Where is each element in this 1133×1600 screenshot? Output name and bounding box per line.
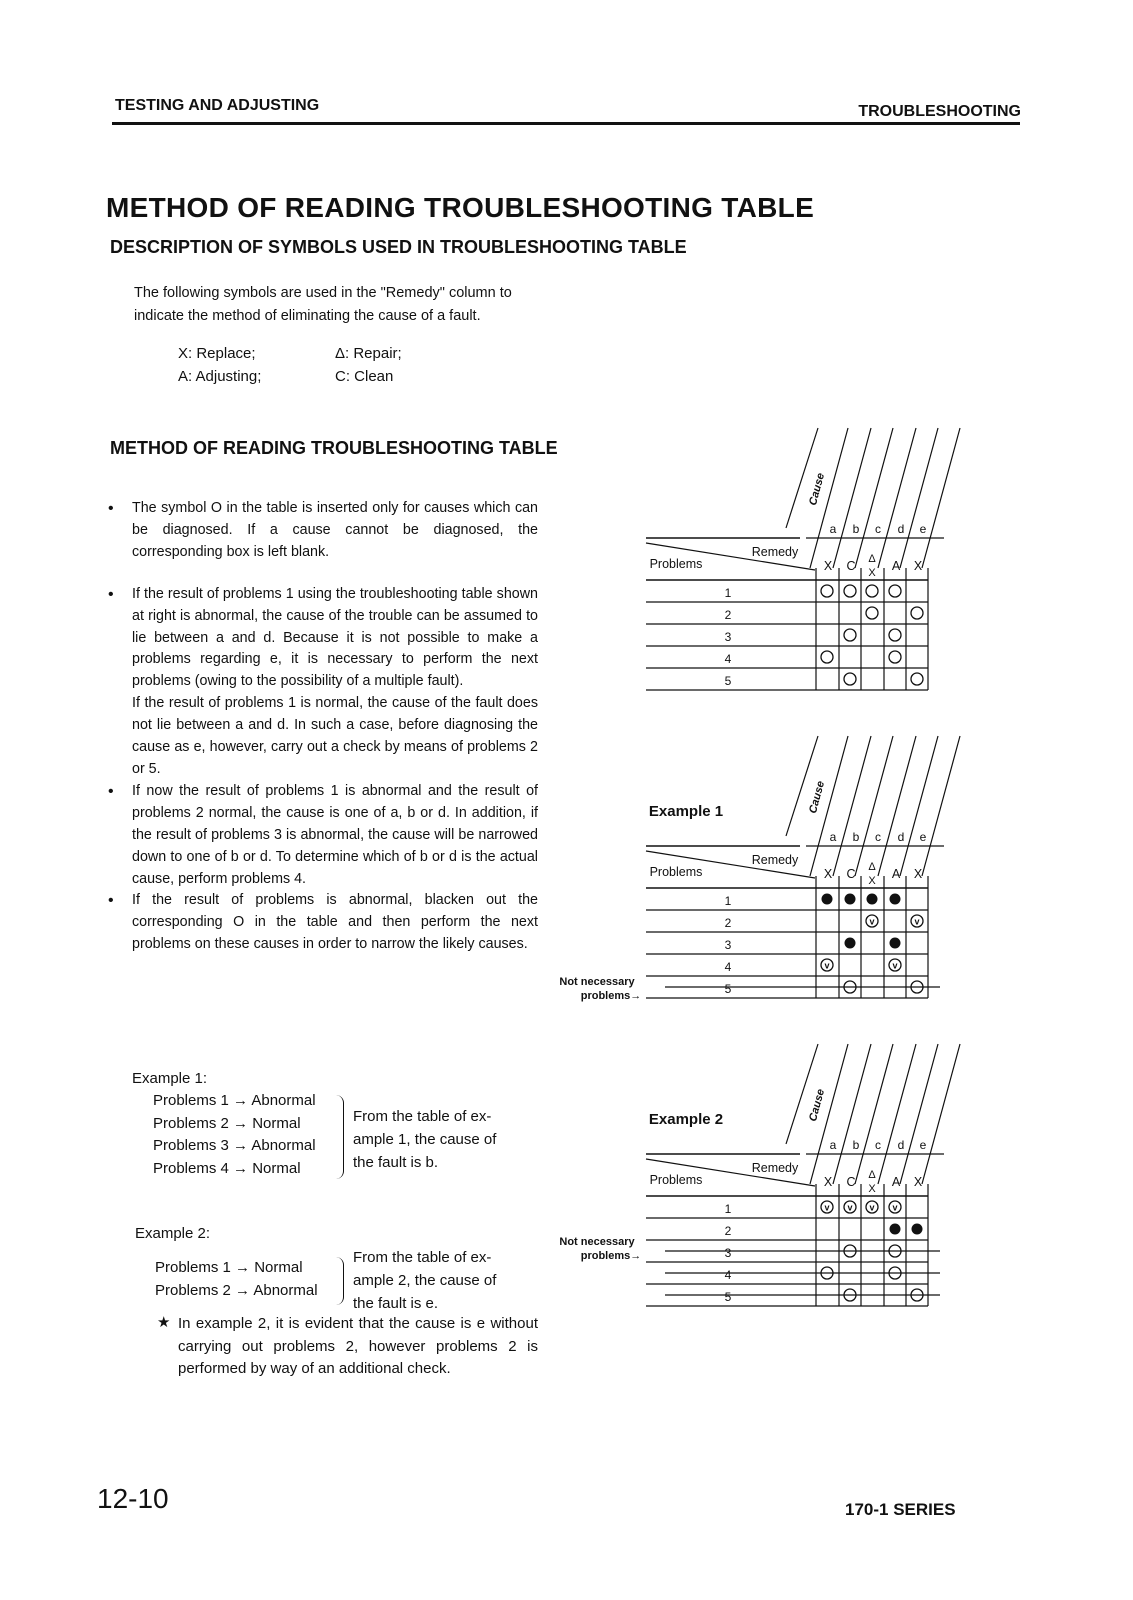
- cause-letter-d: d: [897, 830, 905, 844]
- remedy-symbol: C: [846, 867, 856, 881]
- open-circle-mark: [844, 629, 856, 641]
- open-circle-mark: [889, 629, 901, 641]
- column-slant: [852, 428, 893, 568]
- problem-number-5: 5: [724, 982, 732, 996]
- remedy-symbol: X: [913, 1175, 923, 1189]
- header-section-title: TESTING AND ADJUSTING: [115, 97, 320, 114]
- example2-conclusion-line: From the table of ex-: [353, 1249, 492, 1266]
- example2-note: In example 2, it is evident that the cause is e without carrying out problems 2, however problems 2 is performed by way of an additional check.: [178, 1315, 538, 1377]
- problem-number-3: 3: [724, 630, 732, 644]
- problem-number-1: 1: [724, 894, 732, 908]
- remedy-symbol: X: [823, 1175, 833, 1189]
- problem-number-1: 1: [724, 1202, 732, 1216]
- not-necessary-label: problems→: [580, 990, 642, 1002]
- symbol-adjusting: A: Adjusting;: [178, 368, 262, 385]
- cause-letter-e: e: [919, 830, 927, 844]
- example2-conclusion-line: the fault is e.: [353, 1295, 439, 1312]
- open-circle-mark: [866, 585, 878, 597]
- filled-circle-mark: [845, 894, 856, 905]
- open-circle-mark: [844, 673, 856, 685]
- check-mark-text: v: [824, 960, 830, 971]
- cause-letter-d: d: [897, 522, 905, 536]
- column-slant: [878, 736, 916, 876]
- remedy-symbol: A: [891, 867, 901, 881]
- open-circle-mark: [821, 585, 833, 597]
- column-slant: [919, 736, 960, 876]
- remedy-symbol: X: [823, 867, 833, 881]
- example-label: Example 2: [648, 1111, 724, 1128]
- star-icon: ★: [157, 1314, 171, 1331]
- example1-line: Problems 3 → Abnormal: [153, 1137, 316, 1154]
- problem-number-5: 5: [724, 1290, 732, 1304]
- problem-number-4: 4: [724, 960, 732, 974]
- remedy-label: Remedy: [751, 1161, 799, 1175]
- remedy-symbol: X: [913, 867, 923, 881]
- problem-number-2: 2: [724, 608, 732, 622]
- cause-letter-b: b: [852, 830, 860, 844]
- column-slant: [852, 736, 893, 876]
- cause-letter-b: b: [852, 1138, 860, 1152]
- cause-letter-e: e: [919, 522, 927, 536]
- filled-circle-mark: [890, 938, 901, 949]
- column-slant: [897, 1044, 938, 1184]
- remedy-symbol: X: [868, 875, 876, 887]
- cause-letter-c: c: [875, 830, 881, 844]
- example1-line: Problems 2 → Normal: [153, 1114, 301, 1132]
- problem-number-3: 3: [724, 1246, 732, 1260]
- check-mark-text: v: [869, 916, 875, 927]
- bullet-item: • The symbol O in the table is inserted only for causes which can be diagnosed. If a cause cannot be diagnosed, the corresponding box is left blank.: [108, 498, 538, 564]
- intro-paragraph: The following symbols are used in the "Remedy" column to indicate the method of eliminating the cause of a fault.: [134, 285, 512, 324]
- example2-conclusion-line: ample 2, the cause of: [353, 1272, 497, 1289]
- symbol-repair: Δ: Repair;: [335, 345, 402, 362]
- filled-circle-mark: [867, 894, 878, 905]
- check-mark-text: v: [869, 1202, 875, 1213]
- page-title: METHOD OF READING TROUBLESHOOTING TABLE: [106, 192, 815, 223]
- bullet-item: • If the result of problems is abnormal, blacken out the corresponding O in the table and then perform the next problems on these causes in order to narrow the likely causes.: [108, 890, 538, 956]
- remedy-symbol: C: [846, 559, 856, 573]
- bullet-item: • If now the result of problems 1 is abnormal and the result of problems 2 normal, the cause is one of a, b or d. In addition, if the result of problems 3 is abnormal, the cause will be narrowed down to one of b or d. To determine which of b or d is the actual cause, perform problems 4.: [108, 781, 538, 891]
- remedy-label: Remedy: [751, 853, 799, 867]
- example2-line: Problems 2 → Abnormal: [155, 1281, 318, 1299]
- example1-line: Problems 1 → Abnormal: [153, 1092, 316, 1109]
- open-circle-mark: [844, 585, 856, 597]
- example1-conclusion-line: ample 1, the cause of: [353, 1131, 497, 1148]
- remedy-symbol: C: [846, 1175, 856, 1189]
- remedy-symbol: X: [868, 567, 876, 579]
- cause-letter-a: a: [829, 522, 837, 536]
- cause-label: Cause: [807, 779, 828, 815]
- problems-label: Problems: [649, 1173, 703, 1187]
- column-slant: [833, 428, 871, 568]
- filled-circle-mark: [822, 894, 833, 905]
- bullet-item: • If the result of problems 1 using the troubleshooting table shown at right is abnormal, the cause of the trouble can be assumed to lie between a and d. Because it is not possible to make a problems regarding e, it is necessary to perform the next problems (owing to the possibility of a multiple fault).: [108, 584, 538, 694]
- check-mark-text: v: [914, 916, 920, 927]
- open-circle-mark: [911, 673, 923, 685]
- series-label: 170-1 SERIES: [845, 1500, 956, 1519]
- remedy-symbol: Δ: [868, 861, 876, 873]
- example1-line: Problems 4 → Normal: [153, 1159, 301, 1177]
- not-necessary-label: Not necessary: [559, 1236, 635, 1248]
- cause-letter-b: b: [852, 522, 860, 536]
- check-mark-text: v: [892, 1202, 898, 1213]
- cause-letter-d: d: [897, 1138, 905, 1152]
- cause-letter-a: a: [829, 830, 837, 844]
- remedy-symbol: Δ: [868, 553, 876, 565]
- remedy-label: Remedy: [751, 545, 799, 559]
- example1-title: Example 1:: [132, 1070, 208, 1087]
- example-label: Example 1: [648, 803, 724, 820]
- problem-number-5: 5: [724, 674, 732, 688]
- open-circle-mark: [889, 585, 901, 597]
- symbol-replace: X: Replace;: [178, 345, 256, 362]
- check-mark-text: v: [892, 960, 898, 971]
- example1-conclusion-line: From the table of ex-: [353, 1108, 492, 1125]
- open-circle-mark: [821, 651, 833, 663]
- cause-label: Cause: [807, 1087, 828, 1123]
- problems-label: Problems: [649, 865, 703, 879]
- problem-number-2: 2: [724, 1224, 732, 1238]
- problems-label: Problems: [649, 557, 703, 571]
- page-number: 12-10: [97, 1483, 169, 1514]
- filled-circle-mark: [890, 1224, 901, 1235]
- remedy-symbol: X: [823, 559, 833, 573]
- problem-number-2: 2: [724, 916, 732, 930]
- column-slant: [897, 736, 938, 876]
- column-slant: [833, 1044, 871, 1184]
- not-necessary-label: problems→: [580, 1250, 642, 1262]
- remedy-symbol: A: [891, 559, 901, 573]
- cause-label: Cause: [807, 471, 828, 507]
- remedy-symbol: A: [891, 1175, 901, 1189]
- example2-title: Example 2:: [135, 1225, 211, 1242]
- open-circle-mark: [866, 607, 878, 619]
- symbol-clean: C: Clean: [335, 368, 394, 385]
- problem-number-4: 4: [724, 652, 732, 666]
- cause-letter-e: e: [919, 1138, 927, 1152]
- header-chapter-title: TROUBLESHOOTING: [858, 103, 1021, 120]
- cause-letter-c: c: [875, 1138, 881, 1152]
- column-slant: [833, 736, 871, 876]
- problem-number-1: 1: [724, 586, 732, 600]
- open-circle-mark: [911, 607, 923, 619]
- example2-line: Problems 1 → Normal: [155, 1259, 303, 1276]
- open-circle-mark: [889, 651, 901, 663]
- tables-group: [559, 428, 960, 1306]
- filled-circle-mark: [912, 1224, 923, 1235]
- remedy-symbol: Δ: [868, 1169, 876, 1181]
- column-slant: [897, 428, 938, 568]
- problem-number-4: 4: [724, 1268, 732, 1282]
- not-necessary-label: Not necessary: [559, 976, 635, 988]
- cause-letter-a: a: [829, 1138, 837, 1152]
- problem-number-3: 3: [724, 938, 732, 952]
- section-title: METHOD OF READING TROUBLESHOOTING TABLE: [110, 438, 558, 458]
- column-slant: [878, 428, 916, 568]
- remedy-symbol: X: [913, 559, 923, 573]
- page-subtitle: DESCRIPTION OF SYMBOLS USED IN TROUBLESHOOTING TABLE: [110, 237, 687, 257]
- check-mark-text: v: [847, 1202, 853, 1213]
- filled-circle-mark: [890, 894, 901, 905]
- remedy-symbol: X: [868, 1183, 876, 1195]
- filled-circle-mark: [845, 938, 856, 949]
- check-mark-text: v: [824, 1202, 830, 1213]
- bullet-continuation: If the result of problems 1 is normal, the cause of the fault does not lie between a and d. In such a case, before diagnosing the cause as e, however, carry out a check by means of problems 2 or 5.: [132, 695, 538, 777]
- example1-conclusion-line: the fault is b.: [353, 1154, 439, 1171]
- cause-letter-c: c: [875, 522, 881, 536]
- column-slant: [919, 428, 960, 568]
- column-slant: [919, 1044, 960, 1184]
- column-slant: [878, 1044, 916, 1184]
- column-slant: [852, 1044, 893, 1184]
